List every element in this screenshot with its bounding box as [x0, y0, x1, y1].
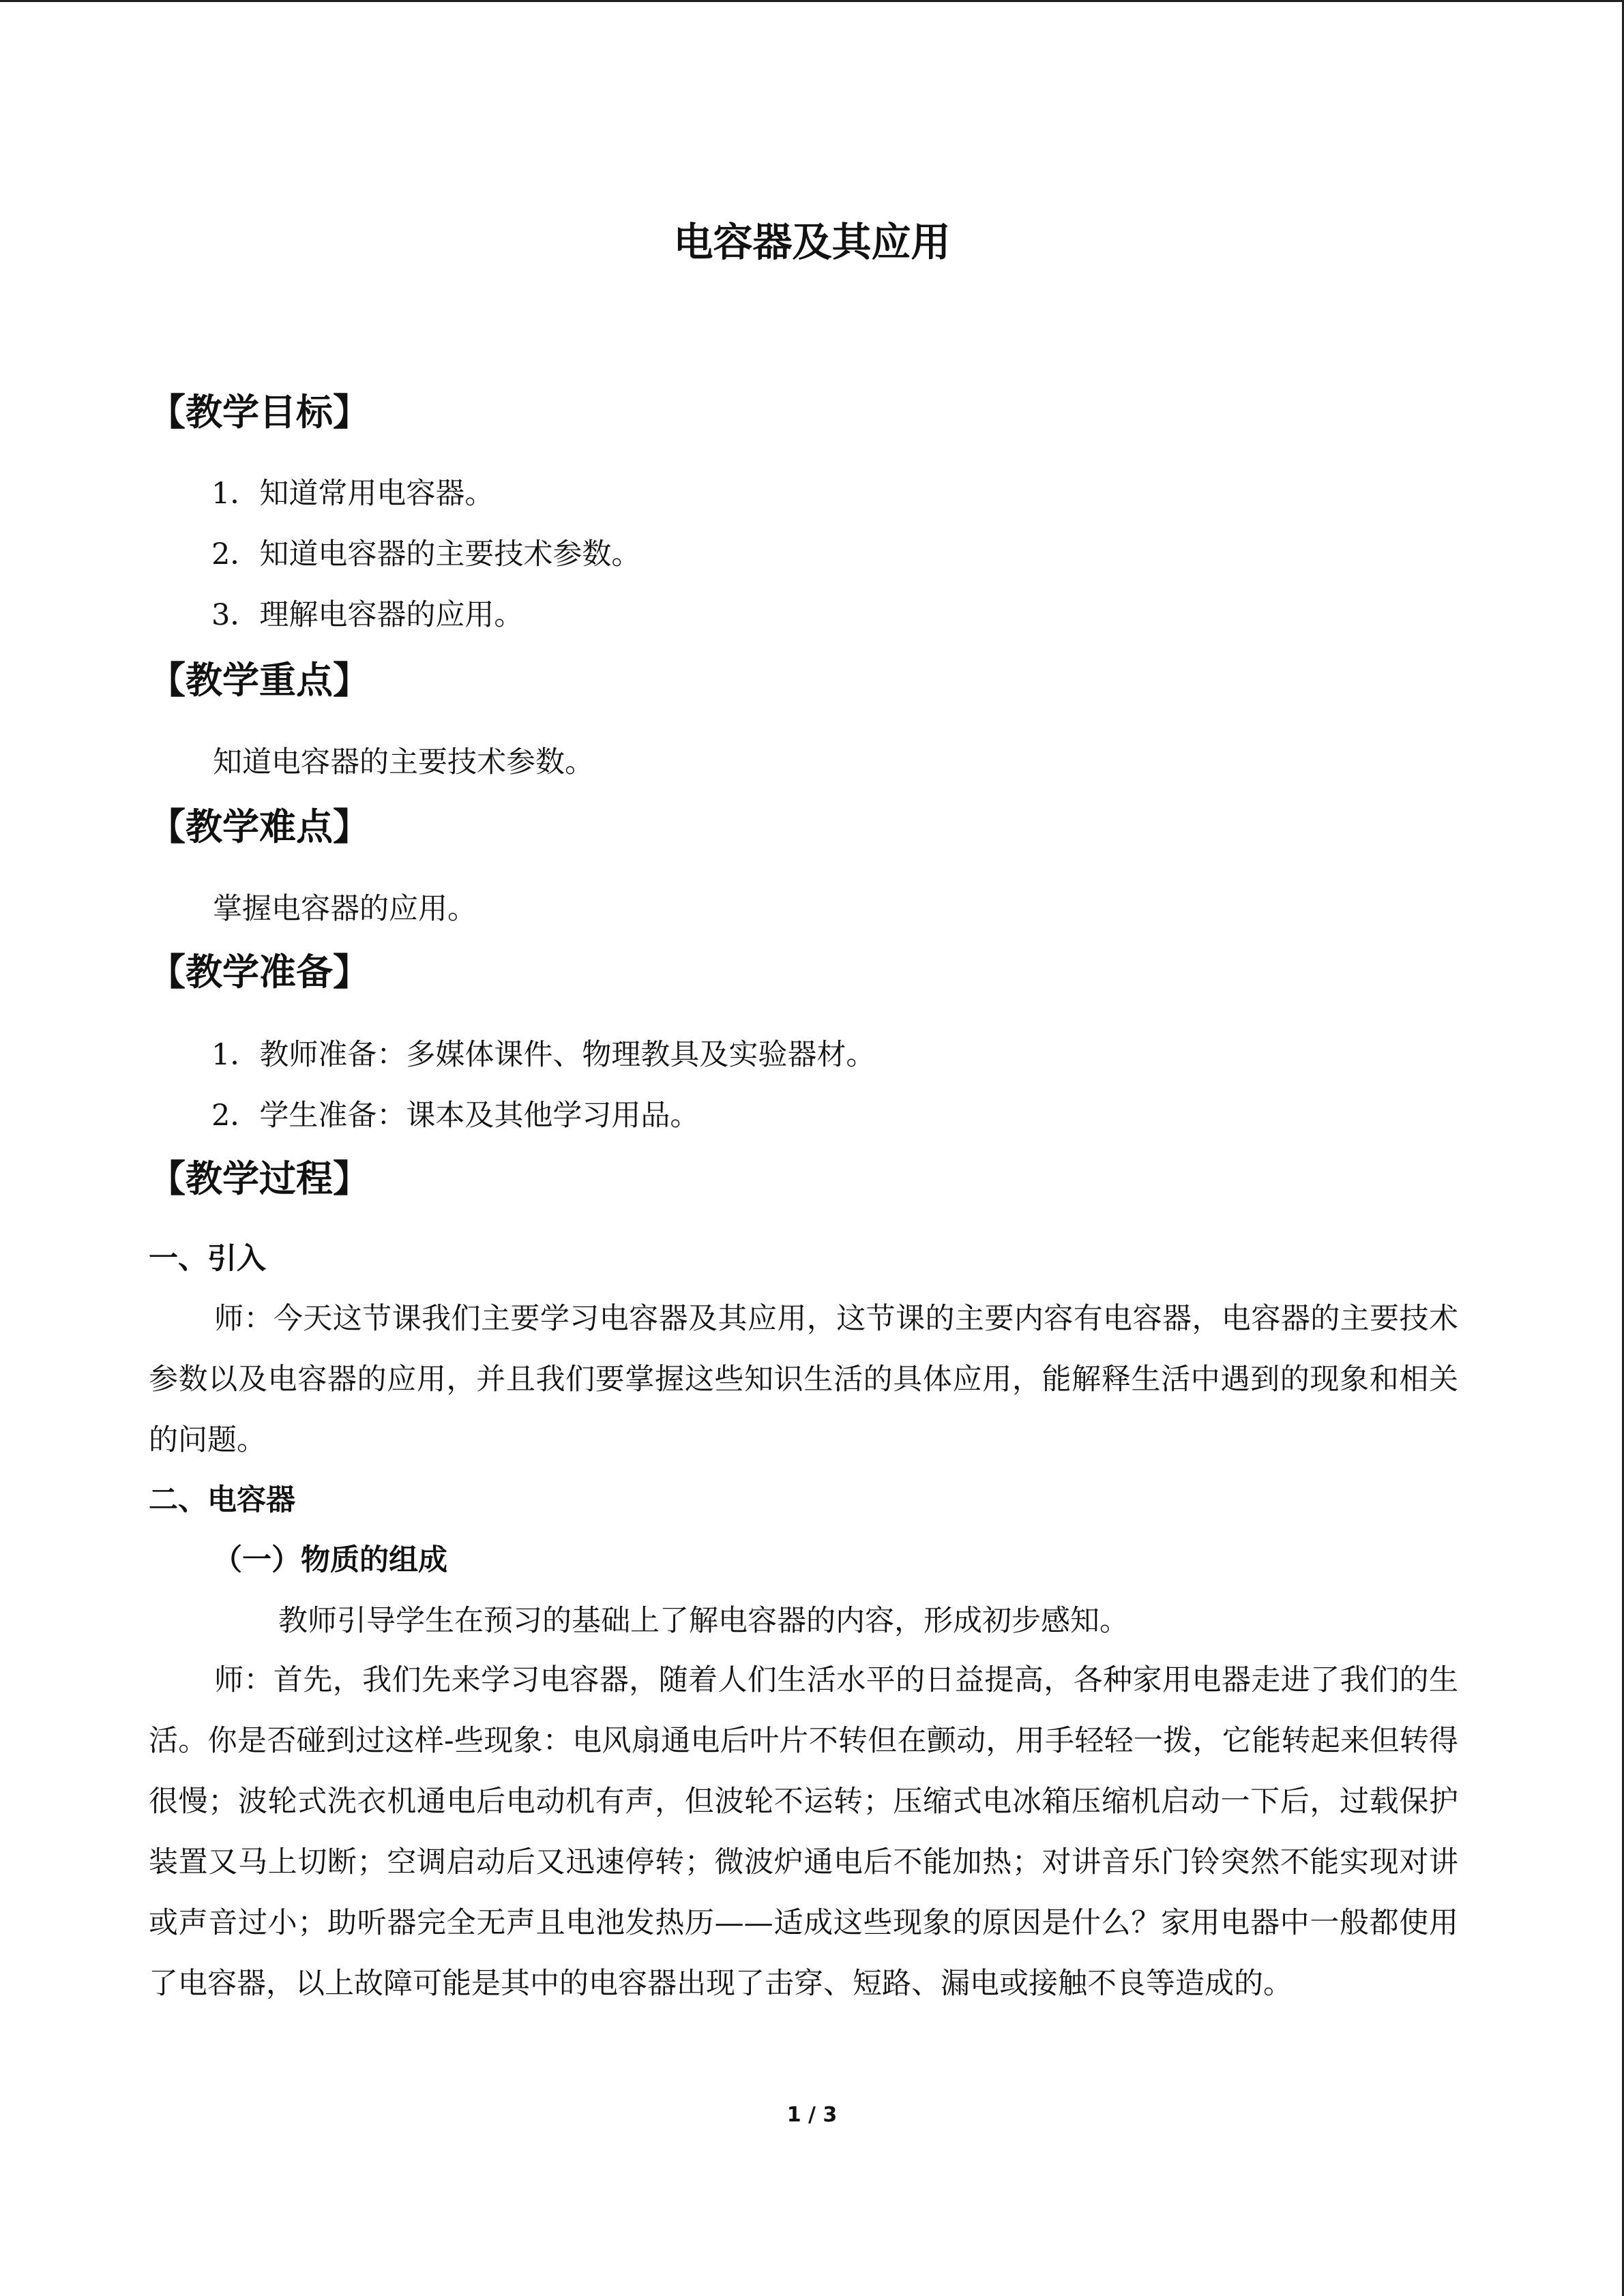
- top-border: [0, 0, 1624, 2]
- key-points-heading: 【教学重点】: [149, 659, 370, 702]
- document-title: 电容器及其应用: [673, 219, 951, 265]
- part2-subheading: （一）物质的组成: [213, 1543, 447, 1577]
- process-heading: 【教学过程】: [149, 1157, 370, 1200]
- objective-item: 2．知道电容器的主要技术参数。: [211, 537, 641, 571]
- objective-item: 3．理解电容器的应用。: [211, 598, 524, 632]
- preparation-item: 2．学生准备：课本及其他学习用品。: [211, 1099, 700, 1133]
- objectives-heading: 【教学目标】: [149, 391, 370, 434]
- part2-intro: 教师引导学生在预习的基础上了解电容器的内容，形成初步感知。: [278, 1604, 1129, 1638]
- part2-paragraph: 师：首先，我们先来学习电容器，随着人们生活水平的日益提高，各种家用电器走进了我们的生活。你是否碰到过这样-些现象：电风扇通电后叶片不转但在颤动，用手轻轻一拨，它能转起来但转得很慢；波轮式洗衣机通电后电动机有声，但波轮不运转；压缩式电冰箱压缩机启动一下后，过载保护装置又马上切断；空调启动后又迅速停转；微波炉通电后不能加热；对讲音乐门铃突然不能实现对讲或声音过小；助听器完全无声且电池发热历——适成这些现象的原因是什么？家用电器中一般都使用了电容器，以上故障可能是其中的电容器出现了击穿、短路、漏电或接触不良等造成的。: [149, 1663, 1458, 2001]
- part2-heading: 二、电容器: [149, 1483, 295, 1517]
- part1-heading: 一、引入: [149, 1242, 266, 1276]
- preparation-heading: 【教学准备】: [149, 951, 370, 994]
- objective-item: 1．知道常用电容器。: [211, 477, 494, 511]
- key-points-text: 知道电容器的主要技术参数。: [213, 745, 594, 779]
- page-number: 1 / 3: [786, 2103, 838, 2127]
- part1-paragraph: 师：今天这节课我们主要学习电容器及其应用，这节课的主要内容有电容器，电容器的主要技术参数以及电容器的应用，并且我们要掌握这些知识生活的具体应用，能解释生活中遇到的现象和相关的问题。: [149, 1302, 1458, 1457]
- preparation-item: 1．教师准备：多媒体课件、物理教具及实验器材。: [211, 1038, 876, 1072]
- difficulties-heading: 【教学难点】: [149, 805, 370, 848]
- difficulties-text: 掌握电容器的应用。: [213, 892, 477, 926]
